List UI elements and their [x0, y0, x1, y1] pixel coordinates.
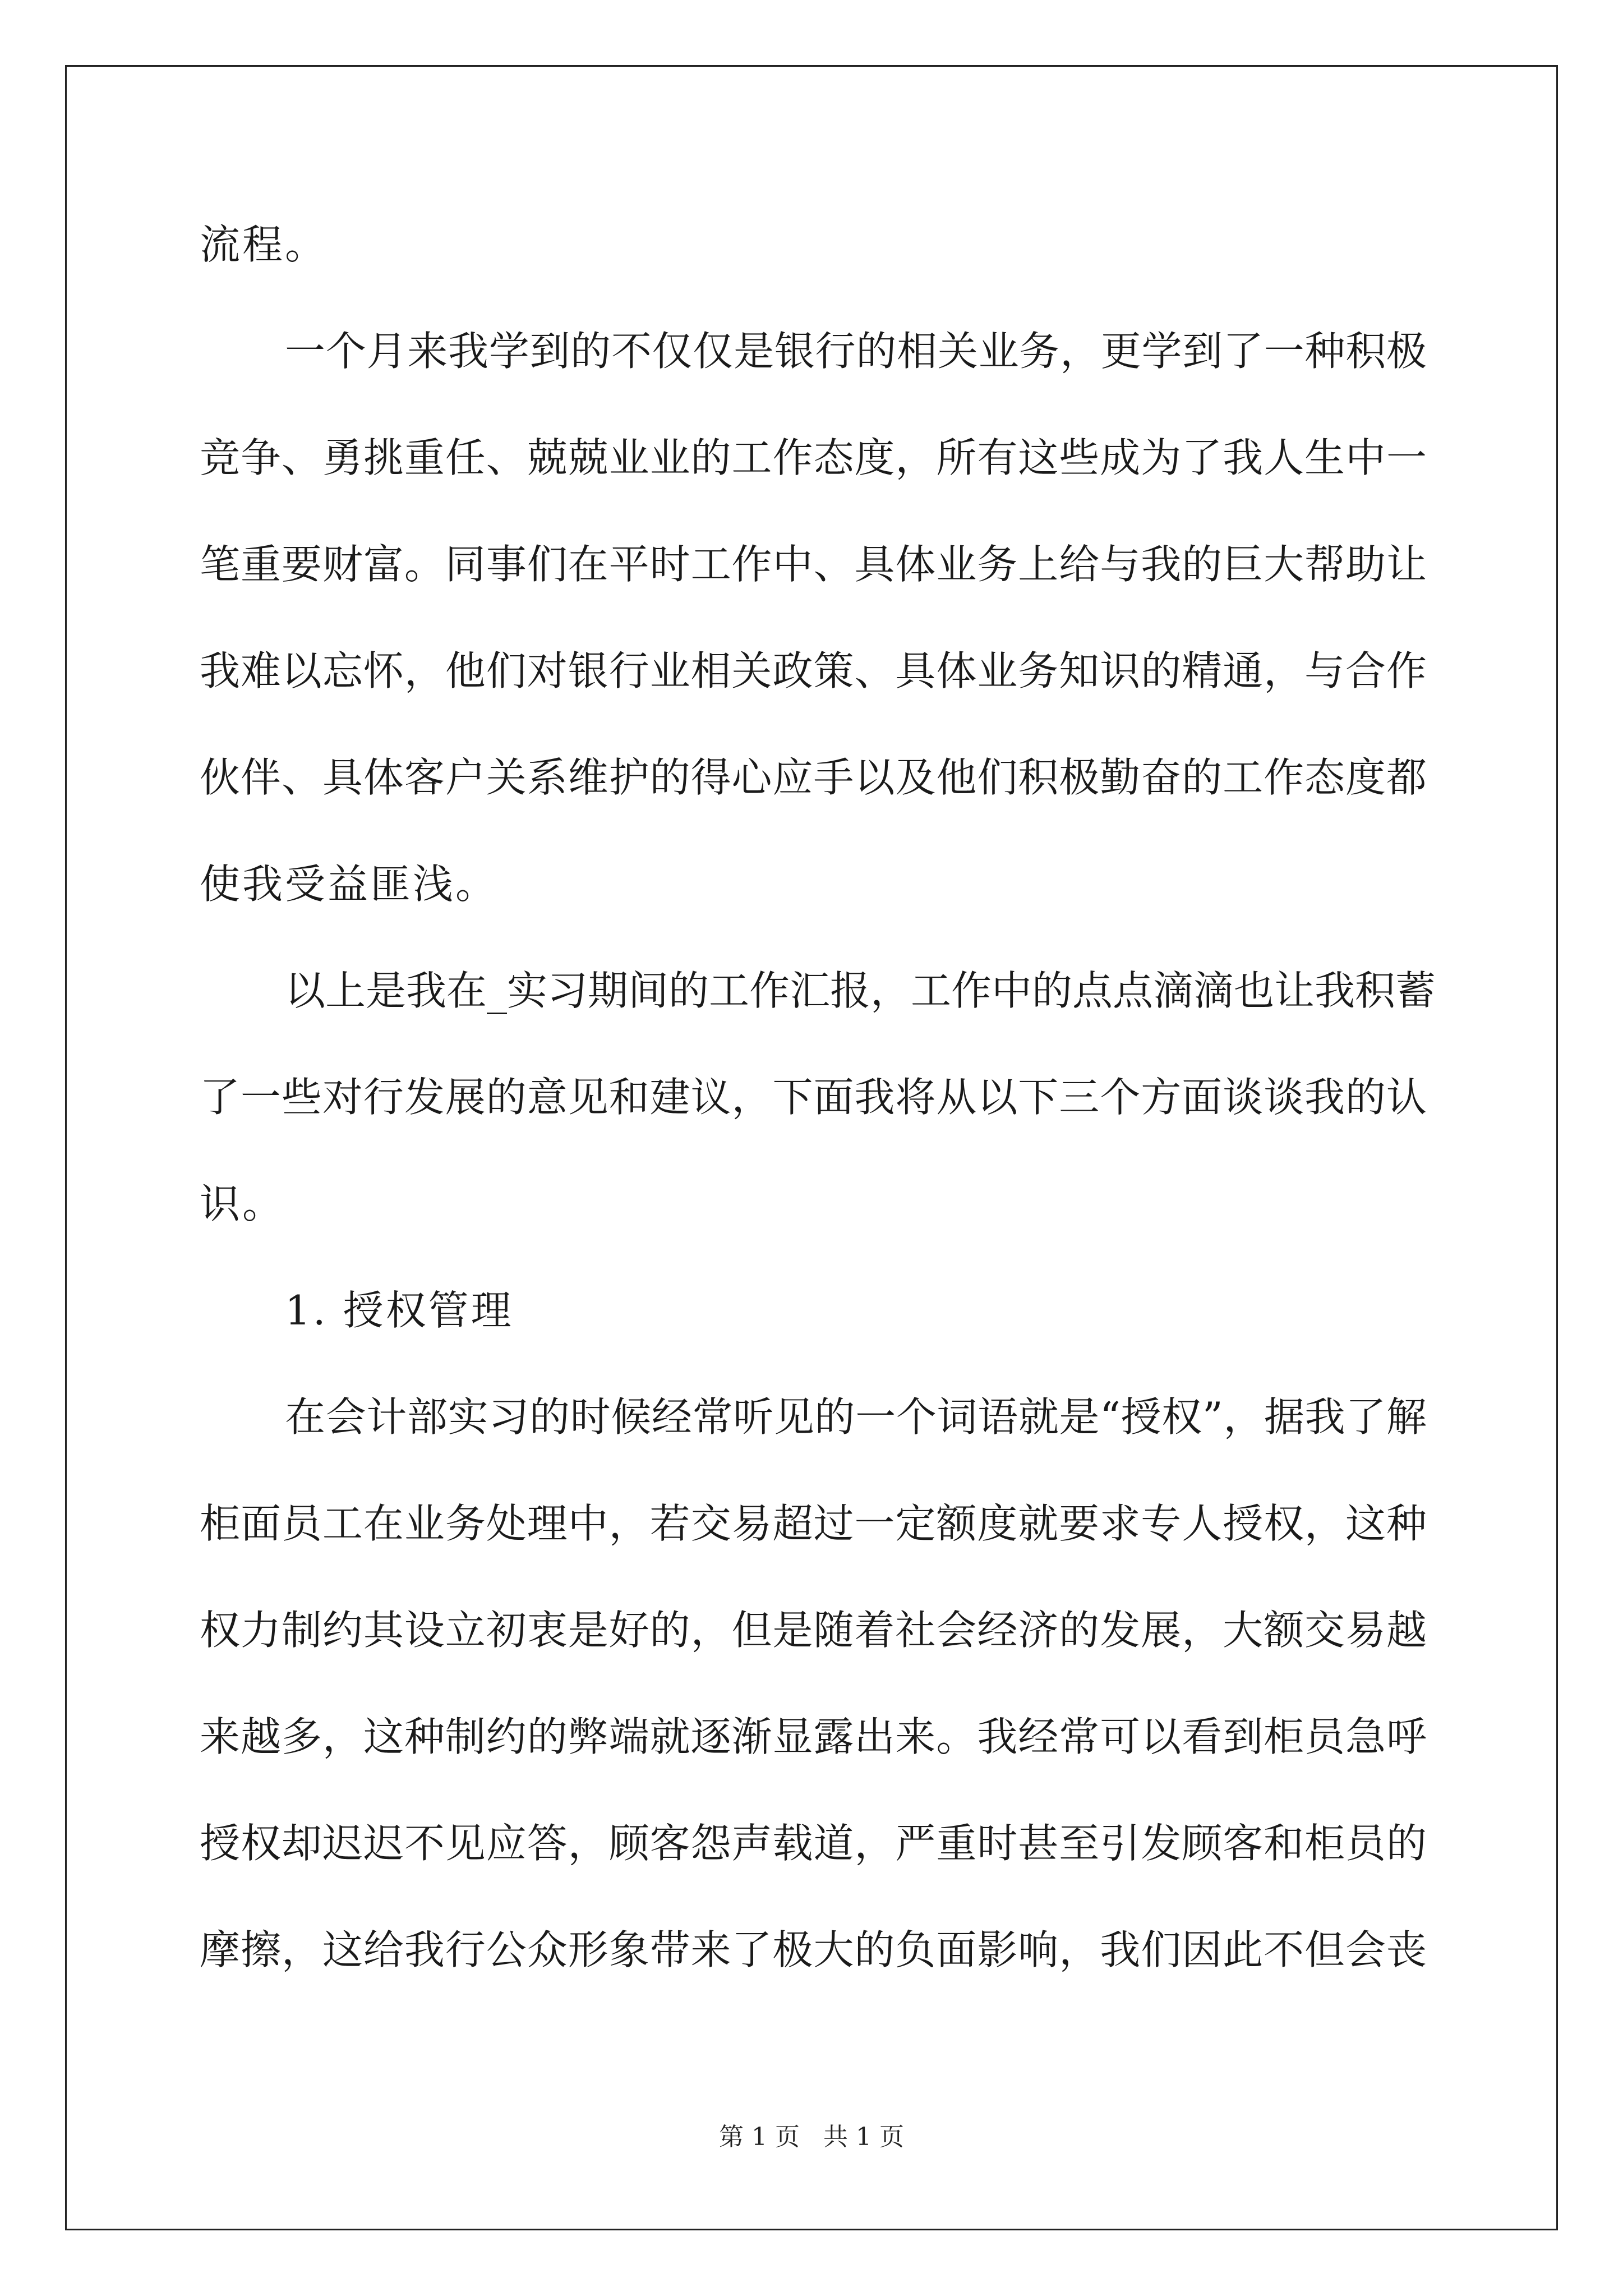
- paragraph-3-line-1: 在会计部实习的时候经常听见的一个词语就是“授权”，据我了解: [285, 1393, 1427, 1441]
- page-footer: [0, 2120, 1623, 2154]
- paragraph-2-line-1: 以上是我在_实习期间的工作汇报，工作中的点点滴滴也让我积蓄: [285, 967, 1436, 1014]
- text-line: 摩擦，这给我行公众形象带来了极大的负面影响，我们因此不但会丧: [200, 1926, 1427, 1973]
- text-line: 来越多，这种制约的弊端就逐渐显露出来。我经常可以看到柜员急呼: [200, 1713, 1427, 1760]
- text-line: 识。: [200, 1180, 285, 1227]
- text-line: 了一些对行发展的意见和建议，下面我将从以下三个方面谈谈我的认: [200, 1074, 1427, 1121]
- text-line: 流程。: [200, 221, 328, 268]
- text-line: 伙伴、具体客户关系维护的得心应手以及他们积极勤奋的工作态度都: [200, 754, 1427, 801]
- section-heading: 1. 授权管理: [285, 1287, 514, 1334]
- text-line: 使我受益匪浅。: [200, 861, 499, 908]
- text-line: 笔重要财富。同事们在平时工作中、具体业务上给与我的巨大帮助让: [200, 541, 1427, 588]
- page-number: 第 1 页: [719, 2123, 800, 2151]
- text-line: 授权却迟迟不见应答，顾客怨声载道，严重时甚至引发顾客和柜员的: [200, 1820, 1427, 1867]
- text-line: 竞争、勇挑重任、兢兢业业的工作态度，所有这些成为了我人生中一: [200, 434, 1427, 481]
- text-line: 我难以忘怀，他们对银行业相关政策、具体业务知识的精通，与合作: [200, 647, 1427, 694]
- text-line: 柜面员工在业务处理中，若交易超过一定额度就要求专人授权，这种: [200, 1500, 1427, 1547]
- text-line: 权力制约其设立初衷是好的，但是随着社会经济的发展，大额交易越: [200, 1607, 1427, 1654]
- page-total: 共 1 页: [823, 2123, 904, 2151]
- page-border: [65, 65, 1558, 2230]
- paragraph-1-line-1: 一个月来我学到的不仅仅是银行的相关业务，更学到了一种积极: [285, 328, 1427, 375]
